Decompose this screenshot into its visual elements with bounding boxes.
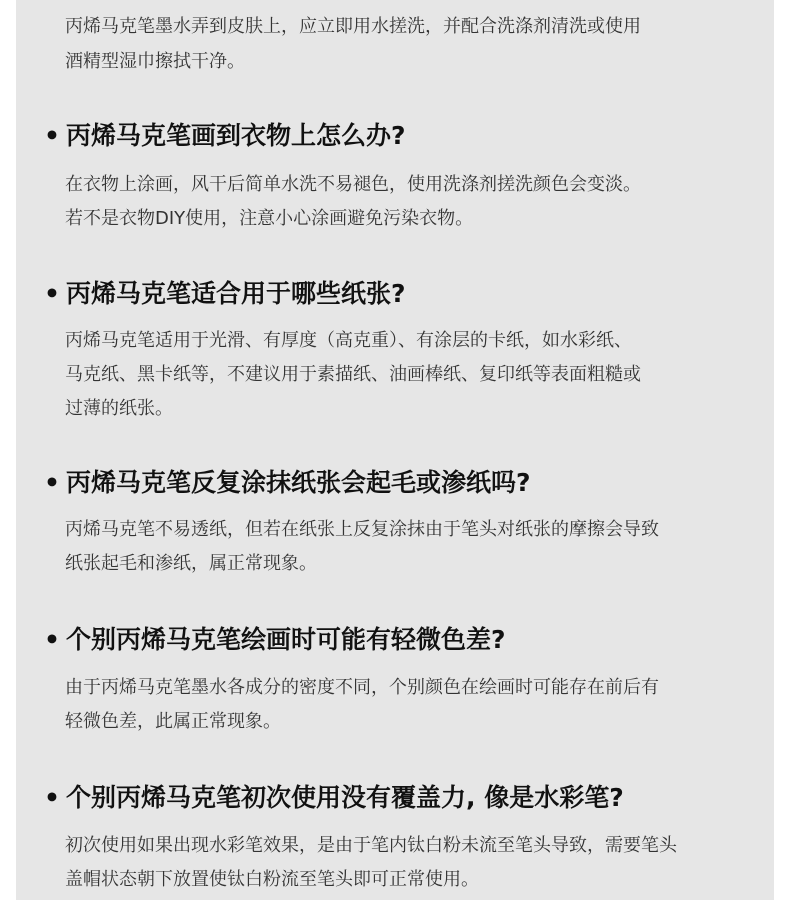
faq-answer-line: 马克纸、黑卡纸等，不建议用于素描纸、油画棒纸、复印纸等表面粗糙或 <box>65 364 641 385</box>
faq-question <box>44 465 531 501</box>
faq-intro-line: 酒精型湿巾擦拭干净。 <box>65 51 245 72</box>
faq-question-text: 丙烯马克笔画到衣物上怎么办? <box>66 121 406 150</box>
faq-answer-line: 若不是衣物DIY使用，注意小心涂画避免污染衣物。 <box>65 208 474 229</box>
faq-answer-line: 轻微色差，此属正常现象。 <box>65 711 281 732</box>
faq-intro-line: 丙烯马克笔墨水弄到皮肤上，应立即用水搓洗，并配合洗涤剂清洗或使用 <box>65 16 641 37</box>
bullet-icon: • <box>44 121 60 150</box>
faq-answer-line: 盖帽状态朝下放置使钛白粉流至笔头即可正常使用。 <box>65 869 479 890</box>
faq-answer-line: 初次使用如果出现水彩笔效果，是由于笔内钛白粉未流至笔头导致，需要笔头 <box>65 835 677 856</box>
faq-question <box>44 118 406 154</box>
faq-answer-line: 由于丙烯马克笔墨水各成分的密度不同，个别颜色在绘画时可能存在前后有 <box>65 677 659 698</box>
bullet-icon: • <box>44 625 60 654</box>
faq-answer-line: 过薄的纸张。 <box>65 398 173 419</box>
faq-question-text: 个别丙烯马克笔初次使用没有覆盖力, 像是水彩笔? <box>66 783 624 812</box>
faq-question <box>44 276 406 312</box>
faq-question <box>44 780 624 816</box>
faq-answer-line: 在衣物上涂画，风干后简单水洗不易褪色，使用洗涤剂搓洗颜色会变淡。 <box>65 174 641 195</box>
faq-question-text: 丙烯马克笔适合用于哪些纸张? <box>66 279 406 308</box>
bullet-icon: • <box>44 468 60 497</box>
faq-answer-line: 纸张起毛和渗纸，属正常现象。 <box>65 553 317 574</box>
bullet-icon: • <box>44 279 60 308</box>
bullet-icon: • <box>44 783 60 812</box>
faq-answer-line: 丙烯马克笔适用于光滑、有厚度（高克重）、有涂层的卡纸，如水彩纸、 <box>65 330 632 351</box>
faq-question-text: 丙烯马克笔反复涂抹纸张会起毛或渗纸吗? <box>66 468 531 497</box>
faq-answer-line: 丙烯马克笔不易透纸，但若在纸张上反复涂抹由于笔头对纸张的摩擦会导致 <box>65 519 659 540</box>
faq-question <box>44 622 506 658</box>
faq-question-text: 个别丙烯马克笔绘画时可能有轻微色差? <box>66 625 506 654</box>
